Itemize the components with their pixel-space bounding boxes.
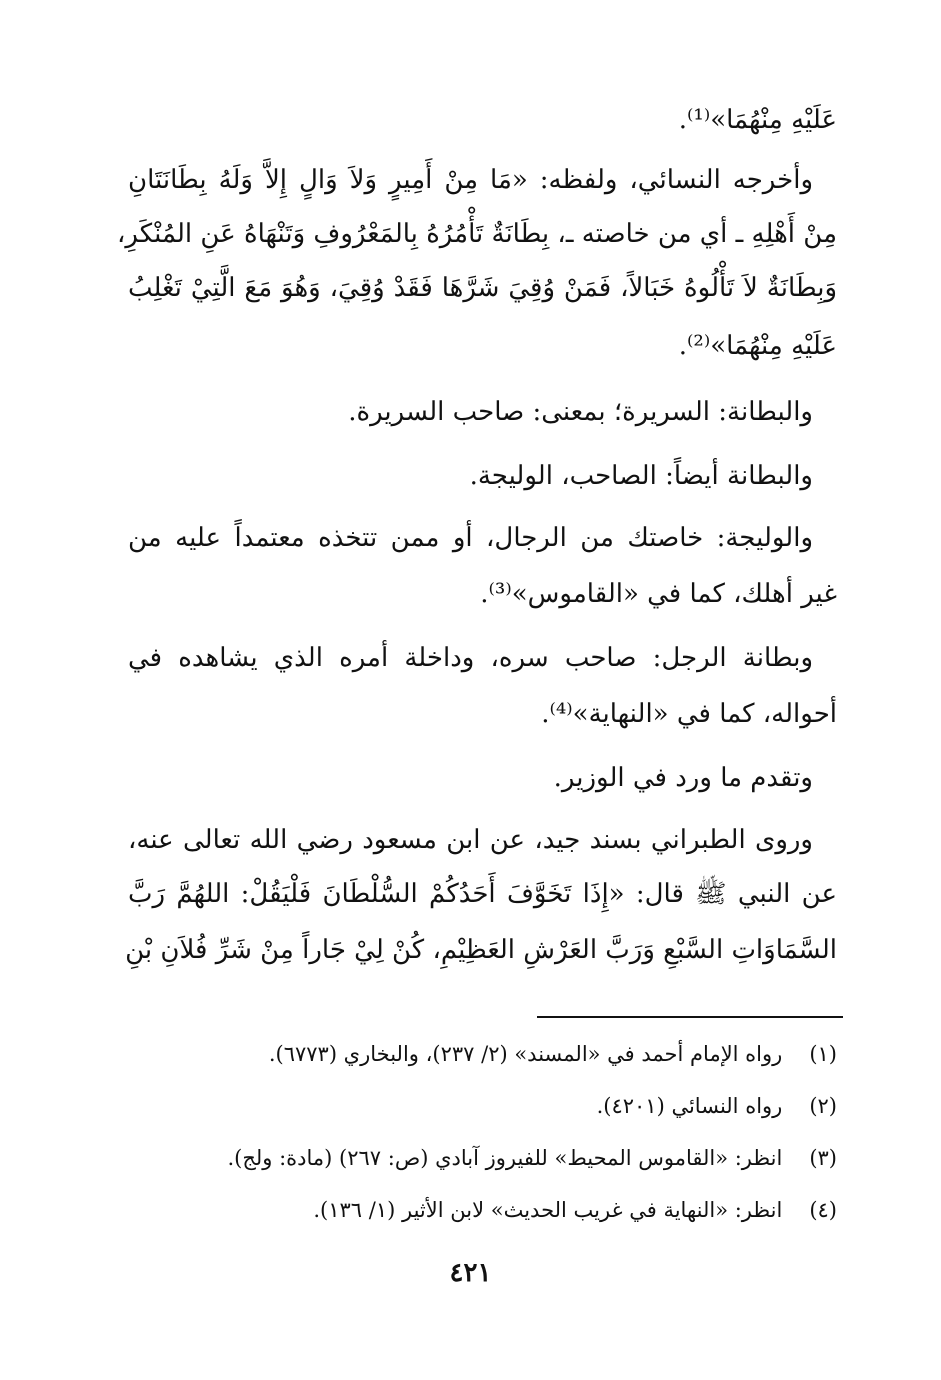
footnote xyxy=(269,1036,837,1072)
text-line: وَبِطَانَةٌ لاَ تَأْلُوهُ خَبَالاً، فَمَنْ وُقِيَ شَرَّهَا فَقَدْ وُقِيَ، وَهُوَ مَعَ الَّتِيْ تَغْلِبُ xyxy=(128,273,837,303)
footnote-number: (٢) xyxy=(809,1094,837,1118)
footnote-text: انظر: «القاموس المحيط» للفيروز آبادي (ص: ٢٦٧) (مادة: ولج). xyxy=(227,1146,783,1170)
footnote-number: (٤) xyxy=(809,1198,837,1222)
page-number: ٤٢١ xyxy=(449,1258,492,1288)
text-line: عَلَيْهِ مِنْهُمَا»⁽¹⁾. xyxy=(678,105,837,135)
text-line: مِنْ أَهْلِهِ ـ أي من خاصته ـ، بِطَانَةٌ تَأْمُرُهُ بِالمَعْرُوفِ وَتَنْهَاهُ عَنِ المُنْكَرِ، xyxy=(117,219,837,249)
footnote-number: (١) xyxy=(809,1042,837,1066)
text-line: وروى الطبراني بسند جيد، عن ابن مسعود رضي الله تعالى عنه، xyxy=(128,825,813,855)
footnote-divider xyxy=(537,1016,843,1018)
footnote-text: انظر: «النهاية في غريب الحديث» لابن الأثير (١/ ١٣٦). xyxy=(313,1198,783,1222)
footnote xyxy=(313,1192,837,1228)
text-line: وتقدم ما ورد في الوزير. xyxy=(553,763,813,793)
text-line: وأخرجه النسائي، ولفظه: «مَا مِنْ أَمِيرٍ وَلاَ وَالٍ إِلاَّ وَلَهُ بِطَانَتَانِ xyxy=(128,165,813,195)
text-line: والوليجة: خاصتك من الرجال، أو ممن تتخذه معتمداً عليه من xyxy=(128,523,813,553)
text-line: عن النبي ﷺ قال: «إِذَا تَخَوَّفَ أَحَدُكُمْ السُّلْطَانَ فَلْيَقُلْ: اللهُمَّ رَبَّ xyxy=(128,879,837,909)
footnote xyxy=(227,1140,837,1176)
text-line: والبطانة: السريرة؛ بمعنى: صاحب السريرة. xyxy=(348,397,813,427)
text-line: غير أهلك، كما في «القاموس»⁽³⁾. xyxy=(480,579,837,609)
footnote-text: رواه النسائي (٤٢٠١). xyxy=(596,1094,783,1118)
text-line: وبطانة الرجل: صاحب سره، وداخلة أمره الذي يشاهده في xyxy=(128,643,813,673)
text-line: أحواله، كما في «النهاية»⁽⁴⁾. xyxy=(541,699,837,729)
text-line: السَّمَاوَاتِ السَّبْعِ وَرَبَّ العَرْشِ العَظِيْمِ، كُنْ لِيْ جَاراً مِنْ شَرِّ فُلاَنِ بْنِ xyxy=(125,935,837,965)
text-line: عَلَيْهِ مِنْهُمَا»⁽²⁾. xyxy=(678,331,837,361)
footnote-number: (٣) xyxy=(809,1146,837,1170)
text-line: والبطانة أيضاً: الصاحب، الوليجة. xyxy=(469,461,813,491)
footnote-text: رواه الإمام أحمد في «المسند» (٢/ ٢٣٧)، والبخاري (٦٧٧٣). xyxy=(268,1042,783,1066)
footnote xyxy=(597,1088,837,1124)
